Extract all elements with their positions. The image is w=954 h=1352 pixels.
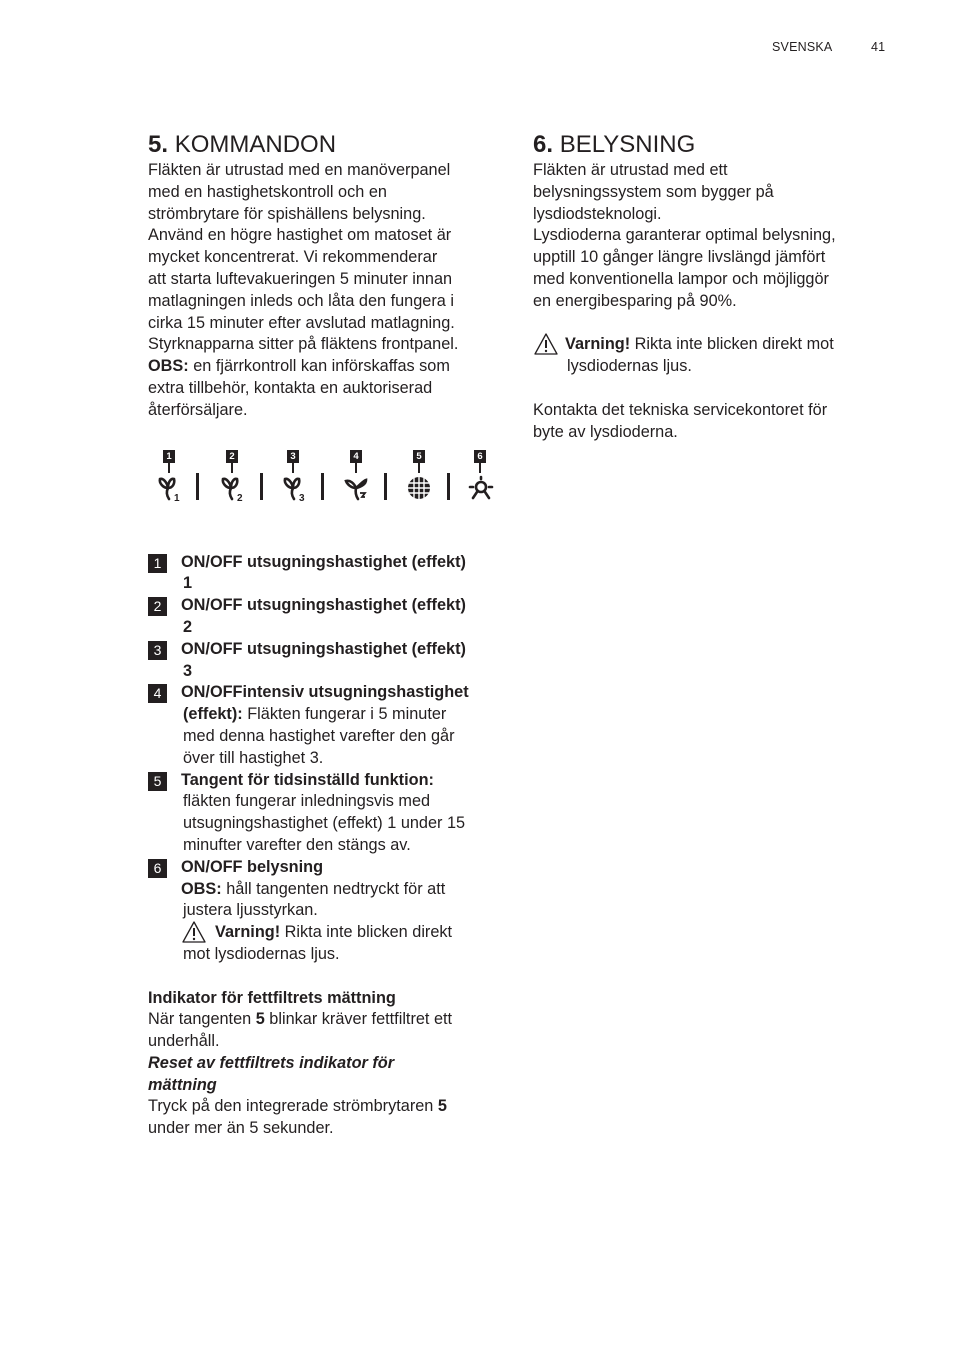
obs-note: återförsäljare. — [148, 400, 248, 419]
legend-badge: 4 — [148, 684, 167, 703]
fan-intensive-icon — [342, 474, 370, 502]
intro-line: strömbrytare för spishällens belysning. — [148, 204, 426, 223]
intro-line: Fläkten är utrustad med en manöverpanel — [148, 161, 451, 179]
body-line: upptill 10 gånger längre livslängd jämfört — [533, 248, 826, 267]
panel-number: 6 — [474, 450, 486, 463]
intro-line: mycket koncentrerat. Vi rekommenderar — [148, 248, 438, 267]
legend-item-1: 1 ON/OFF utsugningshastighet (effekt) 1 — [148, 552, 508, 596]
reset-text: Tryck på den integrerade strömbrytaren 5 — [148, 1097, 447, 1116]
warning-note: Varning! Rikta inte blicken direkt mot — [533, 334, 878, 356]
legend-item-2: 2 ON/OFF utsugningshastighet (effekt) 2 — [148, 595, 508, 639]
warning-icon — [533, 332, 559, 356]
svg-text:2: 2 — [237, 492, 243, 502]
contact-text: Kontakta det tekniska servicekontoret för — [533, 400, 828, 419]
panel-number: 2 — [226, 450, 238, 463]
header-language: SVENSKA — [772, 40, 833, 54]
legend-badge: 5 — [148, 772, 167, 791]
section-heading: 6. BELYSNING — [533, 131, 696, 158]
page-number: 41 — [871, 40, 886, 54]
svg-text:1: 1 — [174, 492, 180, 502]
body-line: en energibesparing på 90%. — [533, 291, 737, 310]
body-line: belysningssystem som bygger på — [533, 182, 774, 201]
light-icon — [467, 474, 495, 502]
body-line: med konventionella lampor och möjliggör — [533, 269, 829, 288]
obs-note: extra tillbehör, kontakta en auktoriserad — [148, 378, 433, 397]
panel-number: 5 — [413, 450, 425, 463]
legend-item-6: 6 ON/OFF belysning OBS: håll tangenten nedtryckt för att justera ljusstyrkan. Varning! Rikta inte blicken direkt mot lysdiodernas ljus. — [148, 857, 508, 966]
reset-heading: Reset av fettfiltrets indikator för — [148, 1053, 395, 1072]
panel-number: 1 — [163, 450, 175, 463]
intro-line: cirka 15 minuter efter avslutad matlagning. — [148, 313, 455, 332]
intro-line: med en hastighetskontroll och en — [148, 182, 387, 201]
control-panel-diagram — [148, 450, 498, 516]
legend-badge: 3 — [148, 641, 167, 660]
legend-badge: 1 — [148, 554, 167, 573]
legend-badge: 2 — [148, 597, 167, 616]
section-belysning — [533, 130, 878, 443]
body-line: lysdiodsteknologi. — [533, 204, 662, 223]
intro-line: matlagningen inleds och låta den fungera i — [148, 291, 454, 310]
section-kommandon — [148, 130, 508, 1140]
contact-text: byte av lysdioderna. — [533, 422, 678, 441]
filter-indicator-text: underhåll. — [148, 1032, 220, 1051]
panel-number: 4 — [350, 450, 362, 463]
body-line: Lysdioderna garanterar optimal belysning, — [533, 226, 836, 245]
body-line: Fläkten är utrustad med ett — [533, 161, 728, 179]
reset-heading: mättning — [148, 1075, 217, 1094]
svg-text:3: 3 — [299, 492, 305, 502]
filter-indicator-heading: Indikator för fettfiltrets mättning — [148, 988, 396, 1007]
legend-item-4: 4 ON/OFFintensiv utsugningshastighet (effekt): Fläkten fungerar i 5 minuter med denna hastighet varefter den går över till hastighet 3. — [148, 682, 508, 769]
filter-grid-icon — [405, 474, 433, 502]
button-legend — [148, 552, 508, 966]
legend-item-3: 3 ON/OFF utsugningshastighet (effekt) 3 — [148, 639, 508, 683]
fan-speed-1-icon — [155, 474, 183, 502]
reset-text: under mer än 5 sekunder. — [148, 1119, 334, 1138]
legend-item-5: 5 Tangent för tidsinställd funktion: fläkten fungerar inledningsvis med utsugningshastighet (effekt) 1 under 15 minufter varefter den stängs av. — [148, 770, 508, 857]
legend-badge: 6 — [148, 859, 167, 878]
intro-line: Använd en högre hastighet om matoset är — [148, 226, 452, 245]
fan-speed-2-icon — [218, 474, 246, 502]
panel-number: 3 — [287, 450, 299, 463]
warning-note: lysdiodernas ljus. — [567, 357, 692, 376]
intro-line: Styrknapparna sitter på fläktens frontpanel. — [148, 335, 459, 354]
intro-line: att starta luftevakueringen 5 minuter innan — [148, 269, 453, 288]
fan-speed-3-icon — [280, 474, 308, 502]
filter-indicator-text: När tangenten 5 blinkar kräver fettfiltret ett — [148, 1010, 453, 1029]
obs-note: OBS: en fjärrkontroll kan införskaffas som — [148, 357, 450, 376]
section-heading: 5. KOMMANDON — [148, 131, 337, 158]
warning-icon — [181, 920, 207, 944]
